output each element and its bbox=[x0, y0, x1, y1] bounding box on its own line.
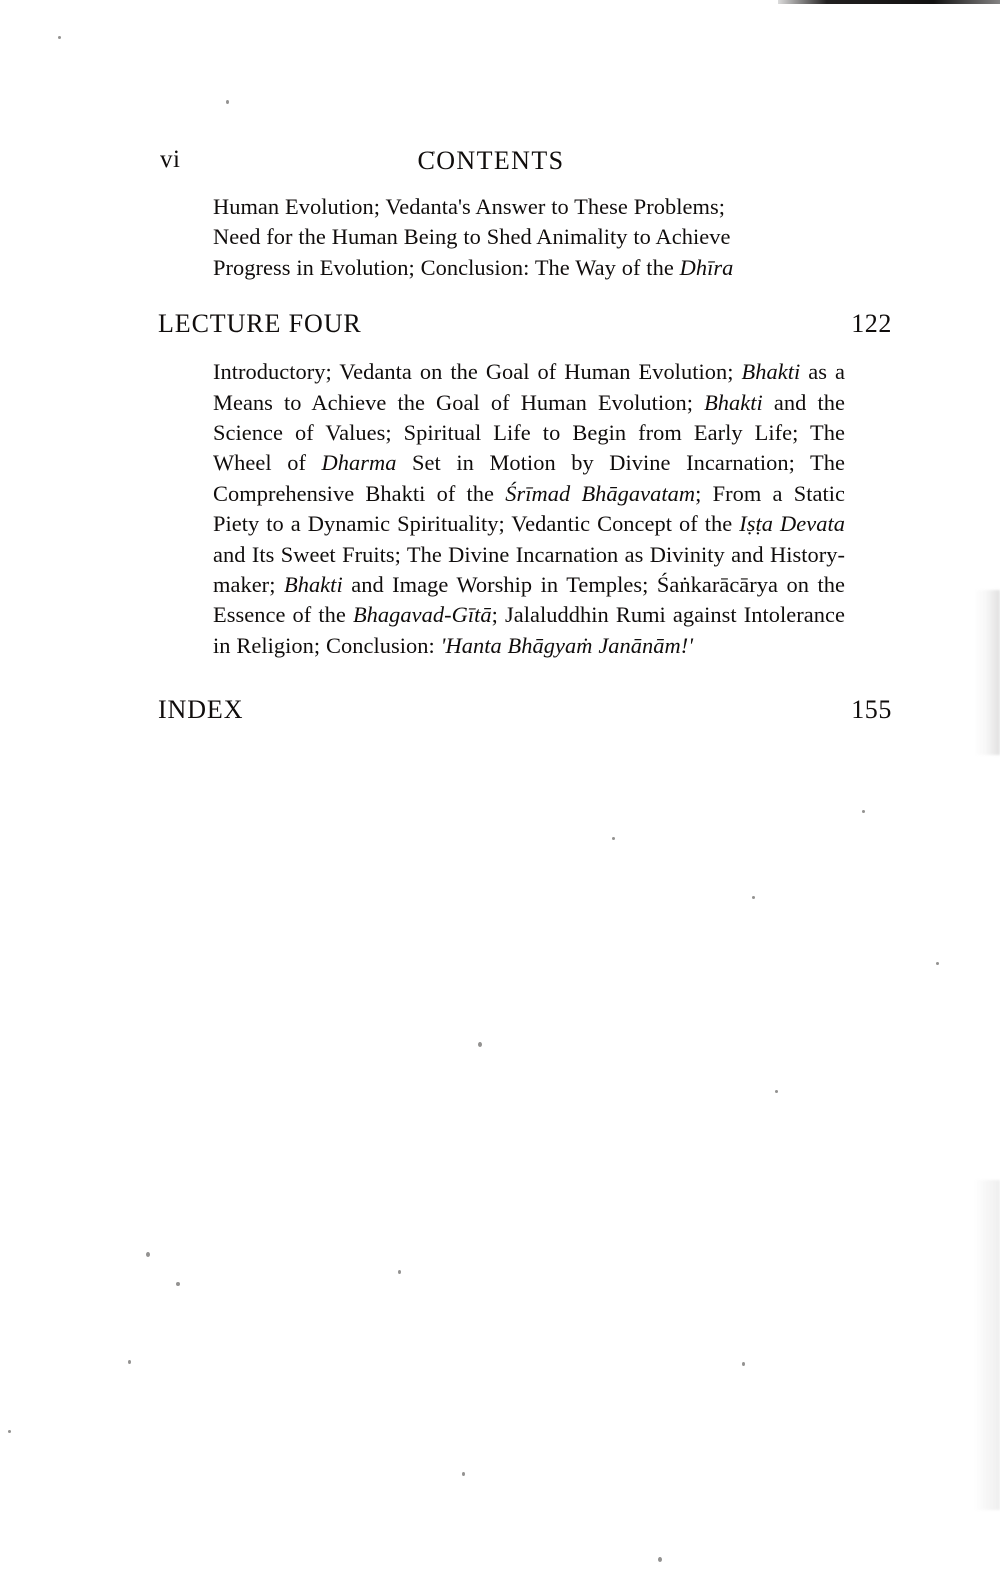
summary-segment: Set in Motion by Divine Incarnation; The Comprehensive Bhakti of the bbox=[213, 450, 845, 506]
toc-entry-page-number: 155 bbox=[851, 695, 892, 725]
scan-edge-artifact-top bbox=[778, 0, 1000, 4]
summary-segment: Introductory; Vedanta on the Goal of Human Evolution; bbox=[213, 359, 742, 385]
lecture-four-summary bbox=[213, 357, 845, 661]
summary-italic-term: Iṣṭa Devata bbox=[739, 511, 845, 537]
scan-edge-artifact-right bbox=[974, 590, 1000, 755]
summary-italic-term: Bhakti bbox=[283, 572, 343, 598]
summary-segment: and Its Sweet Fruits; The Divine Incarnation as Divinity and History-maker; bbox=[213, 541, 845, 598]
scan-speck bbox=[752, 896, 755, 899]
scan-speck bbox=[478, 1042, 482, 1047]
scan-speck bbox=[658, 1557, 662, 1562]
summary-segment: as a Means to Achieve the Goal of Human Evolution; bbox=[213, 359, 846, 415]
scan-speck bbox=[398, 1270, 401, 1274]
scan-speck bbox=[862, 810, 865, 813]
summary-italic-term: Bhakti bbox=[741, 359, 801, 385]
summary-italic-term: Dhīra bbox=[679, 254, 734, 280]
running-head bbox=[158, 146, 892, 184]
summary-line: Human Evolution; Vedanta's Answer to These Problems; bbox=[213, 194, 725, 219]
page-content bbox=[158, 146, 892, 743]
summary-italic-term: 'Hanta Bhāgyaṁ Janānām!' bbox=[440, 632, 694, 658]
summary-italic-term: Bhakti bbox=[704, 389, 763, 415]
scan-edge-artifact-right-lower bbox=[974, 1180, 1000, 1510]
scan-speck bbox=[58, 36, 61, 39]
summary-line bbox=[213, 253, 845, 283]
summary-italic-term: Śrīmad Bhāgavatam bbox=[505, 480, 696, 506]
summary-italic-term: Dharma bbox=[321, 450, 397, 476]
scan-speck bbox=[128, 1360, 131, 1364]
summary-italic-term: Bhagavad-Gītā bbox=[352, 602, 492, 628]
summary-segment: ; From a Static Piety to a Dynamic Spirituality; Vedantic Concept of the bbox=[213, 480, 845, 537]
scan-speck bbox=[8, 1430, 11, 1433]
summary-segment: ; Jalaluddhin Rumi against Intolerance in Religion; Conclusion: bbox=[213, 602, 845, 658]
toc-entry-label: INDEX bbox=[158, 695, 244, 725]
summary-line-text: Progress in Evolution; Conclusion: The Way of the bbox=[213, 254, 680, 280]
toc-entry-lecture-four[interactable] bbox=[158, 309, 892, 339]
running-head-title: CONTENTS bbox=[417, 146, 565, 175]
continued-lecture-summary bbox=[213, 192, 845, 283]
page-folio: vi bbox=[160, 146, 181, 173]
toc-entry-index[interactable] bbox=[158, 695, 892, 725]
summary-segment: and Image Worship in Temples; Śaṅkarācārya on the Essence of the bbox=[213, 572, 846, 628]
scan-speck bbox=[775, 1090, 778, 1093]
scan-speck bbox=[936, 962, 939, 965]
scan-speck bbox=[226, 100, 229, 104]
toc-entry-page-number: 122 bbox=[851, 309, 892, 339]
summary-line: Need for the Human Being to Shed Animality to Achieve bbox=[213, 224, 731, 250]
summary-segment: and the Science of Values; Spiritual Life to Begin from Early Life; The Wheel of bbox=[213, 389, 845, 476]
scan-speck bbox=[146, 1252, 150, 1257]
toc-entry-label: LECTURE FOUR bbox=[158, 309, 362, 339]
scan-speck bbox=[612, 837, 615, 840]
scan-speck bbox=[462, 1472, 465, 1476]
scan-speck bbox=[742, 1362, 745, 1366]
scan-speck bbox=[176, 1282, 180, 1286]
